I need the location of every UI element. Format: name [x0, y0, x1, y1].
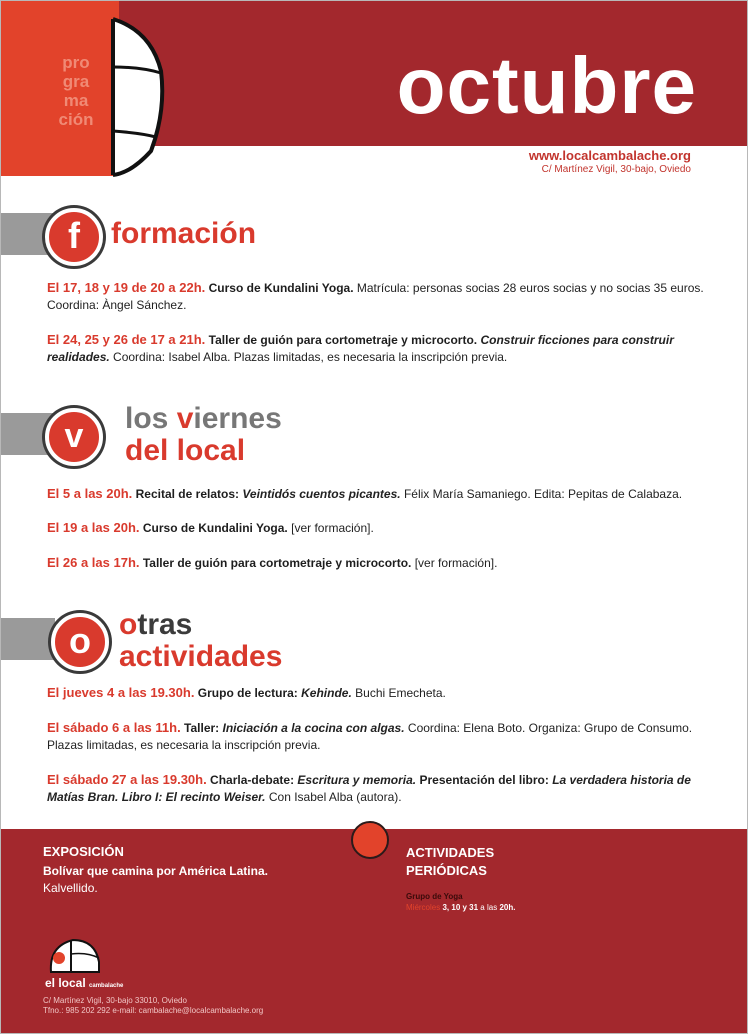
event-title: Presentación del libro: [419, 773, 549, 787]
logo-line: pro [62, 53, 90, 72]
viernes-badge-icon [45, 408, 103, 466]
otras-badge-icon [51, 613, 109, 671]
otras-title [119, 609, 282, 673]
event-date: El sábado 27 a las 19.30h. [47, 772, 207, 787]
local-name-sub: cambalache [89, 983, 124, 989]
yoga-dates: 3, 10 y 31 [442, 903, 479, 912]
header-address: C/ Martínez Vigil, 30-bajo, Oviedo [541, 164, 691, 175]
event-title: Taller: [184, 721, 220, 735]
formacion-title: formación [111, 217, 257, 250]
event-item [47, 279, 707, 314]
event-title: Charla-debate: [210, 773, 295, 787]
event-date: El 17, 18 y 19 de 20 a 22h. [47, 280, 206, 295]
event-date: El sábado 6 a las 11h. [47, 720, 181, 735]
event-subtitle: La verdadera historia de Matías Bran. Libro I: El recinto Weiser. [47, 773, 691, 804]
event-subtitle: Escritura y memoria. [297, 773, 417, 787]
event-details: Matrícula: personas socias 28 euros socias y no socias 35 euros. Coordina: Àngel Sánchez. [47, 281, 704, 312]
event-item [47, 485, 707, 503]
title-part: o [119, 608, 138, 641]
footer-dot-icon [351, 821, 389, 859]
yoga-title: Grupo de Yoga [406, 892, 463, 901]
event-details: Con Isabel Alba (autora). [268, 790, 402, 804]
title-part: tras [137, 608, 193, 641]
event-date: El 19 a las 20h. [47, 520, 140, 535]
title-part: del local [125, 434, 246, 467]
event-item [47, 684, 707, 702]
programacion-logo [1, 1, 119, 176]
event-date: El 26 a las 17h. [47, 555, 140, 570]
title-part: actividades [119, 640, 283, 673]
event-item [47, 331, 707, 366]
event-title: Curso de Kundalini Yoga. [208, 281, 354, 295]
event-subtitle: Veintidós cuentos picantes. [242, 487, 401, 501]
event-title: Recital de relatos: [135, 487, 239, 501]
event-item [47, 771, 727, 806]
title-part: PERIÓDICAS [406, 863, 487, 878]
section-bar [1, 618, 55, 660]
local-name [45, 976, 123, 990]
badge-letter: o [69, 620, 91, 661]
event-details: Coordina: Elena Boto. Organiza: Grupo de Consumo. Plazas limitadas, es necesaria la inscripción previa. [47, 721, 693, 752]
yoga-time: 20h. [499, 903, 516, 912]
event-title: Curso de Kundalini Yoga. [142, 521, 288, 535]
title-part: los [125, 402, 177, 435]
event-item [47, 554, 707, 572]
website-link[interactable]: www.localcambalache.org [528, 148, 691, 163]
event-subtitle: Iniciación a la cocina con algas. [222, 721, 405, 735]
title-part: ACTIVIDADES [406, 845, 495, 860]
event-details: [ver formación]. [414, 556, 498, 570]
logo-line: gra [62, 72, 90, 91]
event-item [47, 719, 707, 754]
event-title: Grupo de lectura: [197, 686, 298, 700]
local-logo-icon [43, 936, 103, 976]
event-details: Félix María Samaniego. Edita: Pepitas de Calabaza. [403, 487, 683, 501]
event-details: Buchi Emecheta. [355, 686, 446, 700]
event-details: Coordina: Isabel Alba. Plazas limitadas, es necesaria la inscripción previa. [113, 350, 508, 364]
event-date: El 5 a las 20h. [47, 486, 133, 501]
event-date: El 24, 25 y 26 de 17 a 21h. [47, 332, 206, 347]
logo-text [49, 53, 103, 129]
month-title: octubre [396, 41, 697, 130]
event-subtitle: Construir ficciones para construir realidades. [47, 333, 674, 364]
local-name-main: el local [45, 976, 86, 990]
event-subtitle: Kehinde. [301, 686, 352, 700]
title-part: iernes [193, 402, 282, 435]
exposicion-author: Kalvellido. [43, 881, 98, 895]
exposicion-title: EXPOSICIÓN [43, 844, 124, 859]
footer-address [43, 996, 263, 1016]
exposicion-body [43, 863, 283, 897]
contact-line: Tfno.: 985 202 292 e-mail: cambalache@localcambalache.org [43, 1006, 264, 1015]
viernes-title [125, 403, 282, 467]
actividades-title [406, 844, 606, 880]
badge-letter: v [64, 417, 84, 455]
event-details: [ver formación]. [291, 521, 374, 535]
yoga-day: Miércoles [406, 903, 441, 912]
title-part: v [176, 402, 194, 435]
address-line: C/ Martínez Vigil, 30-bajo 33010, Oviedo [43, 996, 187, 1005]
logo-line: ma [63, 91, 89, 110]
event-title: Taller de guión para cortometraje y microcorto. [208, 333, 478, 347]
event-item [47, 519, 707, 537]
event-title: Taller de guión para cortometraje y microcorto. [142, 556, 412, 570]
yoga-at: a las [480, 903, 498, 912]
formacion-badge-icon [45, 208, 103, 266]
actividades-body [406, 891, 515, 913]
exposicion-name: Bolívar que camina por América Latina. [43, 864, 268, 878]
event-date: El jueves 4 a las 19.30h. [47, 685, 195, 700]
badge-letter: f [68, 215, 80, 256]
logo-line: ción [58, 110, 94, 129]
